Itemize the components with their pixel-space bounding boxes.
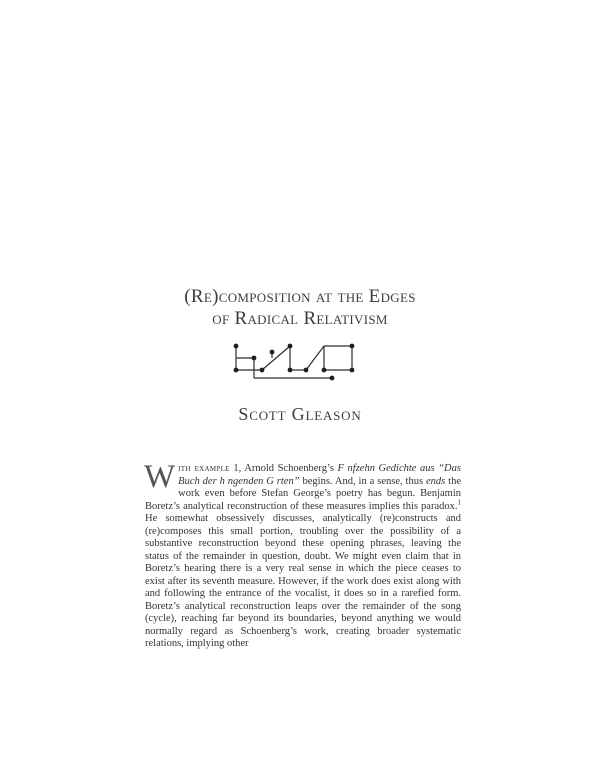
title-line-1: (Re)composition at the Edges	[184, 286, 416, 307]
body-paragraph	[144, 459, 461, 651]
article-title	[0, 286, 600, 330]
italic-emphasis: ends	[425, 475, 446, 487]
footnote-marker[interactable]: 1	[457, 498, 461, 506]
text-run: begins. And, in a sense, thus	[299, 475, 426, 487]
title-line-2: of Radical Relativism	[212, 308, 388, 329]
author-name: Scott Gleason	[238, 404, 362, 424]
italic-work-title: F nfzehn Gedichte aus “Das Buch der h ngenden G rten”	[178, 463, 461, 487]
drop-cap: W	[144, 459, 176, 495]
text-run: He somewhat obsessively discusses, analytically (re)constructs and (re)composes this small portion, troubling over the possibility of a substantive reconstruction beyond these opening phrases, leaving the status of the remainder in question, doubt. We might even claim that in Boretz’s hearing there is a very real sense in which the piece ceases to exist after its seventh measure. However, if the work does exist along with and following the entrance of the vocalist, it does so in a rarefied form. Boretz’s analytical reconstruction leaps over the remainder of the song (cycle), reaching far beyond its boundaries, beyond anything we would normally regard as Schoenberg’s work, creating broader systematic relations, implying other	[145, 513, 461, 649]
text-run: the work even before Stefan George’s poetry has begun. Benjamin Boretz’s analytical reconstruction of these measures implies this paradox.	[145, 475, 461, 512]
lead-in-small-caps: ith example	[178, 463, 230, 474]
network-diagram-emblem	[228, 340, 358, 386]
text-run: 1, Arnold Schoenberg’s	[229, 463, 338, 474]
